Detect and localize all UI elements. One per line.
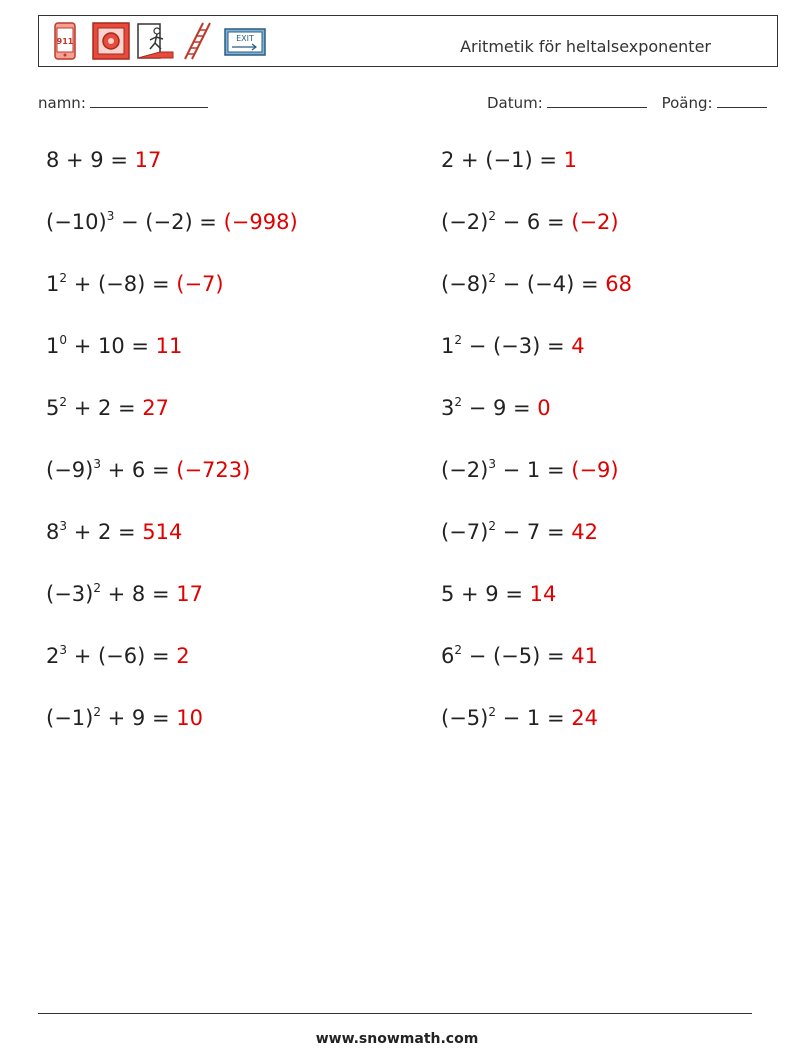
problem-answer: 42: [571, 520, 598, 544]
problem-rest: + 10 =: [67, 334, 156, 358]
problem-answer: (−998): [223, 210, 298, 234]
problem-base: 8: [46, 520, 60, 544]
problem-answer: 514: [142, 520, 183, 544]
problem-answer: (−2): [571, 210, 619, 234]
problem-base: 1: [441, 334, 455, 358]
problem-answer: 0: [537, 396, 551, 420]
problem-item: [441, 210, 619, 234]
problem-answer: 4: [571, 334, 585, 358]
problem-item: [46, 520, 182, 544]
problem-exponent: 2: [488, 209, 496, 223]
problem-exponent: 2: [59, 395, 68, 409]
problem-exponent: 2: [454, 333, 463, 347]
problem-item: [441, 272, 632, 296]
problem-item: [46, 644, 190, 668]
score-blank[interactable]: [717, 93, 767, 108]
problem-base: (−1): [46, 706, 94, 730]
problem-item: [46, 582, 203, 606]
problem-item: [441, 520, 598, 544]
problem-exponent: 2: [454, 395, 463, 409]
problem-base: (−10): [46, 210, 107, 234]
problem-rest: + 9 =: [100, 706, 177, 730]
name-label: namn:: [38, 94, 86, 112]
problem-exponent: 2: [488, 271, 496, 285]
problem-base: (−7): [441, 520, 489, 544]
footer-url: www.snowmath.com: [315, 1031, 479, 1047]
problem-base: 6: [441, 644, 455, 668]
ladder-icon: [179, 21, 215, 61]
name-blank[interactable]: [90, 93, 208, 108]
problem-exponent: 3: [59, 643, 68, 657]
page-title: Aritmetik för heltalsexponenter: [460, 37, 711, 56]
worksheet-header: [38, 15, 778, 67]
problem-answer: 11: [155, 334, 183, 358]
problem-expression: 8 + 9 =: [46, 148, 135, 172]
problem-base: (−3): [46, 582, 94, 606]
problem-base: 1: [46, 272, 60, 296]
problem-exponent: 2: [59, 271, 68, 285]
footer-divider: [38, 1013, 752, 1014]
problem-expression: 2 + (−1) =: [441, 148, 564, 172]
problem-answer: 10: [176, 706, 203, 730]
problem-item: [441, 148, 577, 172]
problem-rest: − (−2) =: [114, 210, 224, 234]
problem-exponent: 2: [93, 705, 101, 719]
problem-item: [441, 396, 551, 420]
problem-answer: 17: [134, 148, 162, 172]
problem-base: (−5): [441, 706, 489, 730]
date-score-fields: [487, 93, 767, 112]
problem-exponent: 3: [106, 209, 115, 223]
problem-exponent: 3: [59, 519, 68, 533]
problem-base: 3: [441, 396, 455, 420]
exit-sign-icon: [223, 21, 267, 61]
problem-rest: + (−8) =: [67, 272, 177, 296]
problem-exponent: 0: [59, 333, 68, 347]
score-label: Poäng:: [661, 94, 713, 112]
phone-911-icon: [47, 21, 83, 61]
problem-answer: 2: [176, 644, 190, 668]
emergency-exit-door-icon: [135, 21, 171, 61]
problem-item: [46, 210, 298, 234]
problem-answer: 1: [563, 148, 577, 172]
problem-exponent: 2: [488, 519, 496, 533]
svg-text:911: 911: [56, 37, 74, 46]
problem-item: [46, 272, 224, 296]
header-icons: [47, 21, 267, 61]
problem-item: [441, 458, 619, 482]
problem-item: [46, 458, 250, 482]
problem-base: (−9): [46, 458, 94, 482]
problem-answer: (−723): [176, 458, 251, 482]
problem-item: [46, 148, 161, 172]
problem-rest: − 1 =: [495, 458, 572, 482]
problem-exponent: 2: [93, 581, 101, 595]
problem-rest: − 9 =: [462, 396, 538, 420]
problem-rest: − (−4) =: [495, 272, 606, 296]
problem-rest: − (−3) =: [462, 334, 572, 358]
problem-rest: − 7 =: [495, 520, 572, 544]
problem-answer: (−7): [176, 272, 224, 296]
problem-rest: + 2 =: [67, 520, 143, 544]
problem-item: [46, 706, 203, 730]
problem-base: (−2): [441, 458, 489, 482]
svg-text:EXIT: EXIT: [236, 34, 254, 43]
problem-item: [441, 334, 585, 358]
problem-rest: + (−6) =: [67, 644, 177, 668]
problem-exponent: 3: [488, 457, 496, 471]
problem-rest: + 2 =: [67, 396, 143, 420]
problem-exponent: 2: [454, 643, 463, 657]
problem-item: [441, 582, 556, 606]
date-label: Datum:: [487, 94, 543, 112]
date-blank[interactable]: [547, 93, 647, 108]
problem-answer: 27: [142, 396, 170, 420]
problem-base: (−8): [441, 272, 489, 296]
problem-rest: − 6 =: [495, 210, 572, 234]
problem-answer: 17: [176, 582, 203, 606]
problem-base: 1: [46, 334, 60, 358]
problem-item: [46, 396, 169, 420]
problem-answer: 41: [571, 644, 598, 668]
problem-item: [46, 334, 182, 358]
problem-expression: 5 + 9 =: [441, 582, 530, 606]
problem-answer: 24: [571, 706, 598, 730]
problem-base: 2: [46, 644, 60, 668]
name-field: [38, 93, 208, 112]
problem-answer: 68: [605, 272, 632, 296]
problem-rest: + 8 =: [100, 582, 177, 606]
problem-base: 5: [46, 396, 60, 420]
problem-item: [441, 706, 598, 730]
problem-rest: − 1 =: [495, 706, 572, 730]
problem-item: [441, 644, 598, 668]
problem-exponent: 3: [93, 457, 101, 471]
problem-rest: + 6 =: [100, 458, 177, 482]
fire-alarm-icon: [91, 21, 127, 61]
problem-exponent: 2: [488, 705, 496, 719]
problem-answer: (−9): [571, 458, 619, 482]
problem-answer: 14: [529, 582, 557, 606]
problem-base: (−2): [441, 210, 489, 234]
problem-rest: − (−5) =: [462, 644, 572, 668]
